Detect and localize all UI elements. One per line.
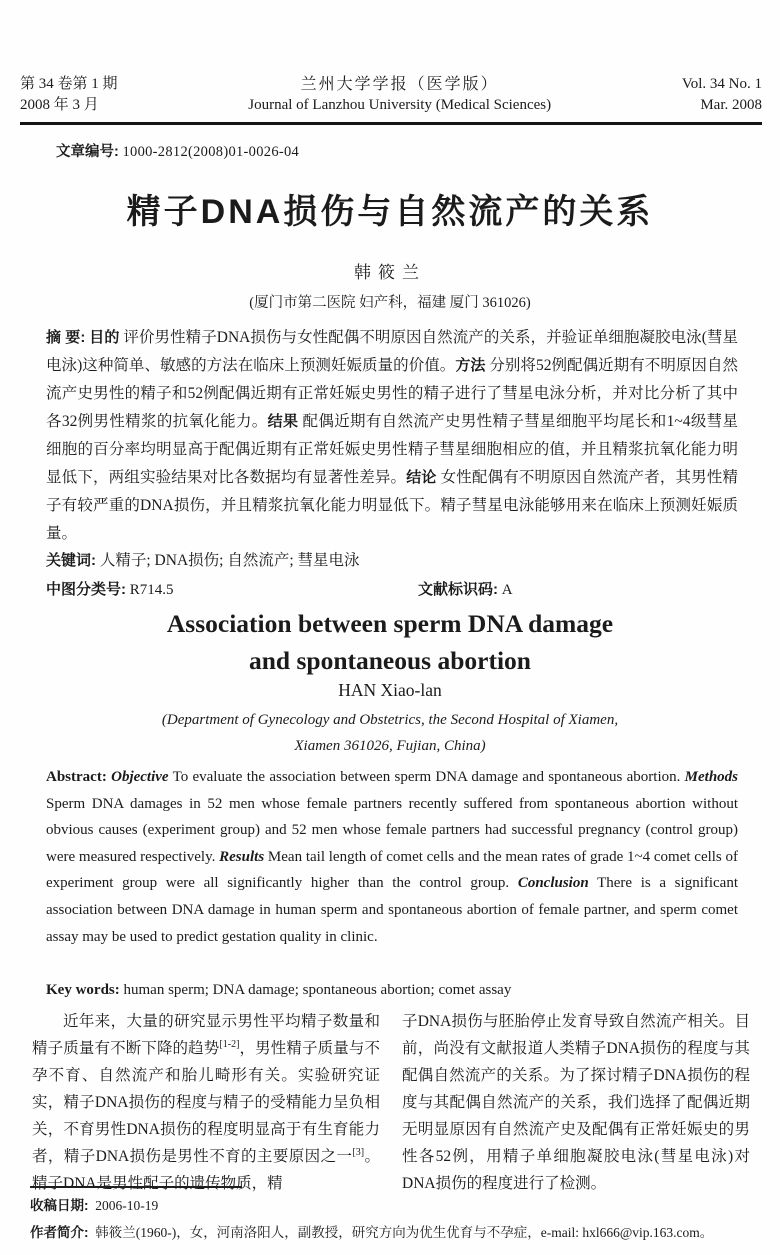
header-issue-block <box>20 74 118 116</box>
abstract-label-cn: 摘 要: <box>46 329 86 346</box>
journal-name-cn: 兰州大学学报（医学版） <box>300 76 499 93</box>
clc-label: 中图分类号: <box>46 581 126 598</box>
abstract-results-text-en: Mean tail length of comet cells and the mean rates of grade 1~4 comet cells of experiment group were all significantly higher than the control group. <box>46 848 739 892</box>
footnote-divider <box>30 1186 242 1188</box>
abstract-results-head-en: Results <box>219 848 265 865</box>
document-code-value: A <box>501 582 513 598</box>
article-number-value: 1000-2812(2008)01-0026-04 <box>122 144 300 160</box>
journal-name-en: Journal of Lanzhou University (Medical Sciences) <box>248 97 552 113</box>
citation-ref-3: [3] <box>352 1146 365 1158</box>
abstract-objective-text-en: To evaluate the association between sperm DNA damage and spontaneous abortion. <box>172 769 681 785</box>
abstract-results-text-cn: 配偶近期有自然流产史男性精子彗星细胞平均尾长和1~4级彗星细胞的百分率均明显高于配偶近期有正常妊娠史男性精子彗星细胞相应的值，并且精浆抗氧化能力明显低下，两组实验结果对比各数据均有显著性差异。 <box>46 413 739 486</box>
header-journal-block <box>248 74 551 116</box>
keywords-cn <box>46 547 738 575</box>
keywords-label-en: Key words: <box>46 982 120 998</box>
abstract-methods-head-en: Methods <box>684 769 739 785</box>
keywords-value-en: human sperm; DNA damage; spontaneous abortion; comet assay <box>123 982 512 998</box>
affiliation-cn: (厦门市第二医院 妇产科，福建 厦门 361026) <box>249 295 531 311</box>
received-date-value: 2006-10-19 <box>95 1198 159 1213</box>
abstract-cn <box>46 324 738 548</box>
citation-ref-1-2: [1-2] <box>219 1038 240 1050</box>
footnote <box>30 1186 756 1246</box>
body-left-text1: 近年来，大量的研究显示男性平均精子数量和精子质量有不断下降的趋势 <box>32 1013 380 1057</box>
abstract-methods-text-en: Sperm DNA damages in 52 men whose female partners recently suffered from spontaneous abortion without obvious causes (experiment group) and 52 men whose female partners had successful pregnancy (control group) were measured respectively. <box>46 795 738 865</box>
abstract-objective-text-cn: 评价男性精子DNA损伤与女性配偶不明原因自然流产的关系，并验证单细胞凝胶电泳(彗星电泳)这种简单、敏感的方法在临床上预测妊娠质量的价值。 <box>46 329 738 374</box>
body-left-text3: 。精子DNA是男性配子的遗传物质，精 <box>32 1148 380 1192</box>
document-code-label: 文献标识码: <box>418 581 498 598</box>
document-code <box>418 576 513 604</box>
author-bio-value: 韩筱兰(1960-)，女，河南洛阳人，副教授，研究方向为优生优育与不孕症，e-mail: hxl666@vip.163.com。 <box>95 1225 714 1240</box>
body-left-text2: ，男性精子质量与不孕不育、自然流产和胎儿畸形有关。实验研究证实，精子DNA损伤的程度与精子的受精能力呈负相关，不育男性DNA损伤的程度明显高于有生育能力者，精子DNA损伤是男性不育的主要原因之一 <box>32 1040 380 1165</box>
article-title-en-line1: Association between sperm DNA damage <box>166 609 614 638</box>
abstract-results-head-cn: 结果 <box>267 413 299 430</box>
author-bio-label: 作者简介: <box>30 1225 89 1240</box>
article-number <box>56 140 299 161</box>
issue-number-cn: 第 34 卷第 1 期 <box>20 76 118 92</box>
author-bio-line <box>30 1219 756 1246</box>
abstract-conclusion-head-cn: 结论 <box>406 469 437 486</box>
body-paragraph-left <box>32 1008 380 1197</box>
author-name-en: HAN Xiao-lan <box>338 680 442 700</box>
article-title-cn: 精子DNA损伤与自然流产的关系 <box>126 193 654 231</box>
abstract-methods-text-cn: 分别将52例配偶近期有不明原因自然流产史男性的精子和52例配偶近期有正常妊娠史男性的精子进行了彗星电泳分析，并对比分析了其中各32例男性精浆的抗氧化能力。 <box>46 357 738 430</box>
abstract-objective-head-cn: 目的 <box>89 329 120 346</box>
body-column-right <box>402 1008 750 1197</box>
abstract-conclusion-text-en: There is a significant association between DNA damage in human sperm and spontaneous abortion of female partner, and sperm comet assay may be used to predict gestation quality in clinic. <box>46 875 739 945</box>
body-text-columns <box>32 1008 750 1197</box>
issue-date-cn: 2008 年 3 月 <box>20 97 99 113</box>
article-title-en-line2: and spontaneous abortion <box>248 646 531 675</box>
affiliation-en <box>0 707 780 759</box>
classification-row <box>46 576 738 604</box>
article-number-label: 文章编号: <box>56 144 119 160</box>
abstract-label-en: Abstract: <box>46 769 107 785</box>
abstract-conclusion-text-cn: 女性配偶有不明原因自然流产者，其男性精子有较严重的DNA损伤，并且精浆抗氧化能力明显低下。精子彗星电泳能够用来在临床上预测妊娠质量。 <box>46 469 738 542</box>
clc-number <box>46 576 418 604</box>
header-volume-block <box>682 74 762 116</box>
abstract-en <box>46 764 738 950</box>
issue-date-en: Mar. 2008 <box>700 97 762 113</box>
affiliation-en-line2: Xiamen 361026, Fujian, China) <box>294 738 486 754</box>
abstract-conclusion-head-en: Conclusion <box>517 875 589 892</box>
keywords-en <box>46 977 738 1004</box>
received-date-label: 收稿日期: <box>30 1198 89 1213</box>
clc-value: R714.5 <box>129 582 174 598</box>
volume-number: Vol. 34 No. 1 <box>681 76 762 92</box>
body-column-left <box>32 1008 380 1197</box>
keywords-value-cn: 人精子; DNA损伤; 自然流产; 彗星电泳 <box>99 552 360 569</box>
journal-header <box>20 74 762 125</box>
abstract-objective-head-en: Objective <box>111 769 169 785</box>
received-date-line <box>30 1192 756 1219</box>
affiliation-en-line1: (Department of Gynecology and Obstetrics, the Second Hospital of Xiamen, <box>161 712 619 728</box>
body-paragraph-right: 子DNA损伤与胚胎停止发育导致自然流产相关。目前，尚没有文献报道人类精子DNA损伤的程度与其配偶自然流产的关系。为了探讨精子DNA损伤的程度与其配偶自然流产的关系，我们选择了配偶近期无明显原因有自然流产史及配偶有正常妊娠史的男性各52例，用精子单细胞凝胶电泳(彗星电泳)对DNA损伤的程度进行了检测。 <box>402 1013 750 1192</box>
abstract-methods-head-cn: 方法 <box>455 357 486 374</box>
keywords-label-cn: 关键词: <box>46 552 96 569</box>
author-name-cn: 韩筱兰 <box>354 263 426 282</box>
article-title-en <box>0 605 780 679</box>
